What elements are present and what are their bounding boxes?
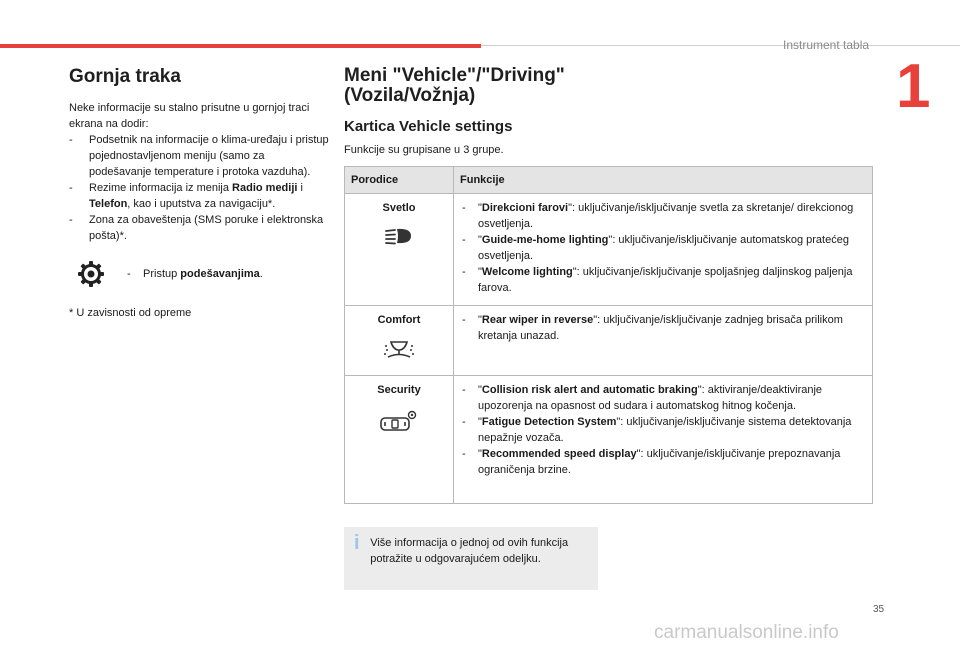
list-item: - "Direkcioni farovi": uključivanje/isključivanje svetla za skretanje/ direkcionog osvetljenja.	[462, 202, 854, 230]
right-column	[344, 66, 874, 156]
section-title: Instrument tabla	[783, 38, 870, 52]
family-cell: Security	[345, 376, 454, 504]
list-item: - Zona za obaveštenja (SMS poruke i elektronska pošta)*.	[69, 214, 324, 242]
table-header-row	[345, 167, 873, 194]
list-item: - "Recommended speed display": uključivanje/isključivanje prepoznavanja ograničenja brzine.	[462, 448, 841, 476]
watermark: carmanualsonline.info	[654, 622, 839, 643]
groups-text: Funkcije su grupisane u 3 grupe.	[344, 144, 504, 156]
left-column	[69, 66, 329, 321]
column-header: Funkcije	[454, 167, 873, 194]
settings-access-row: - Pristup podešavanjima.	[69, 258, 329, 290]
list-item: - "Guide-me-home lighting": uključivanje/isključivanje automatskog pratećeg osvetljenja.	[462, 234, 849, 262]
menu-heading: Meni "Vehicle"/"Driving" (Vozila/Vožnja)	[344, 65, 565, 106]
table-row	[345, 376, 873, 504]
table-row	[345, 194, 873, 306]
header-rule	[481, 45, 960, 46]
column-header: Porodice	[345, 167, 454, 194]
list-item: - Rezime informacija iz menija Radio mediji i Telefon, kao i uputstva za navigaciju*.	[69, 182, 303, 210]
list-item: - "Welcome lighting": uključivanje/isključivanje spoljašnjeg daljinskog paljenja farova.	[462, 266, 853, 294]
headlight-icon	[353, 226, 445, 246]
info-box	[344, 527, 598, 590]
family-cell: Comfort	[345, 306, 454, 376]
gear-icon	[69, 258, 113, 290]
intro-text: Neke informacije su stalno prisutne u gornjoj traci ekrana na dodir:	[69, 102, 310, 130]
list-item: - Podsetnik na informacije o klima-uređaju i pristup pojednostavljenom meniju (samo za podešavanje temperature i protoka vazduha).	[69, 134, 329, 178]
footnote: * U zavisnosti od opreme	[69, 307, 192, 319]
functions-cell	[454, 306, 873, 376]
rear-wiper-icon	[353, 338, 445, 362]
info-text: Više informacija o jednoj od ovih funkcija potražite u odgovarajućem odeljku.	[370, 537, 569, 565]
table-row	[345, 306, 873, 376]
family-cell: Svetlo	[345, 194, 454, 306]
page-number: 35	[873, 604, 885, 615]
info-icon: i	[354, 532, 360, 554]
list-item: - "Rear wiper in reverse": uključivanje/isključivanje zadnjeg brisača prilikom kretanja unazad.	[462, 314, 843, 342]
header-red-bar	[0, 44, 481, 48]
chapter-number: 1	[896, 52, 931, 121]
functions-cell	[454, 376, 873, 504]
functions-cell	[454, 194, 873, 306]
list-item: - "Fatigue Detection System": uključivanje/isključivanje sistema detektovanja nepažnje vozača.	[462, 416, 852, 444]
left-heading: Gornja traka	[69, 66, 181, 87]
functions-table	[344, 166, 873, 504]
tab-heading: Kartica Vehicle settings	[344, 118, 513, 135]
car-settings-icon	[353, 408, 445, 434]
list-item: - "Collision risk alert and automatic braking": aktiviranje/deaktiviranje upozorenja na opasnost od sudara i automatskog hitnog kočenja.	[462, 384, 823, 412]
